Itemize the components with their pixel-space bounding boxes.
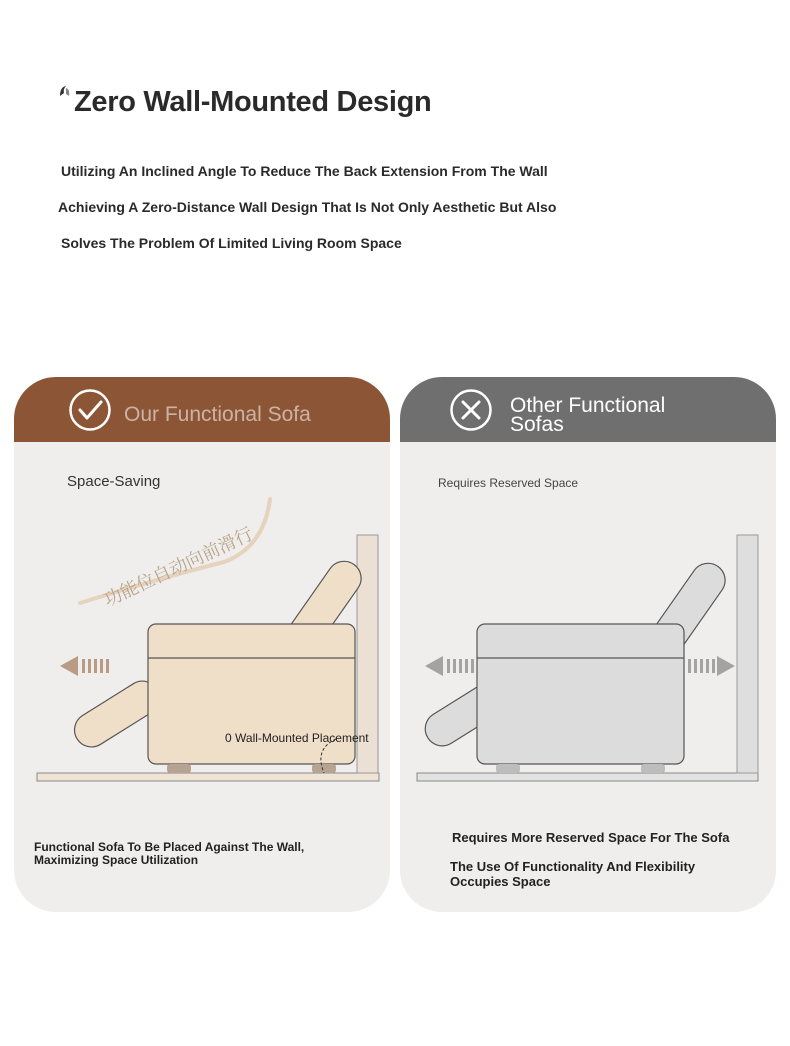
our-sofa-illustration <box>14 377 390 912</box>
other-sofa-card <box>400 377 776 912</box>
other-sofa-bottom-line-2: The Use Of Functionality And Flexibility Occupies Space <box>450 859 696 889</box>
left-arrow-icon <box>425 656 443 676</box>
description-line-1: Utilizing An Inclined Angle To Reduce The Back Extension From The Wall <box>61 163 548 179</box>
description-line-3: Solves The Problem Of Limited Living Room Space <box>61 235 402 251</box>
our-sofa-bottom-text: Functional Sofa To Be Placed Against The Wall, Maximizing Space Utilization <box>34 840 305 867</box>
description-line-2: Achieving A Zero-Distance Wall Design That Is Not Only Aesthetic But Also <box>58 199 557 215</box>
our-sofa-label: Space-Saving <box>67 473 161 490</box>
our-sofa-title: Our Functional Sofa <box>124 403 311 426</box>
our-sofa-card <box>14 377 390 912</box>
other-sofa-title: Other Functional Sofas <box>510 394 666 436</box>
our-sofa-curve-text: 功能位自动向前滑行 <box>100 523 257 612</box>
other-sofa-label: Requires Reserved Space <box>438 476 579 490</box>
title-mark-icon <box>58 84 72 98</box>
right-arrow-icon <box>717 656 735 676</box>
zero-wall-placement-label: 0 Wall-Mounted Placement <box>225 731 369 745</box>
page-title: Zero Wall-Mounted Design <box>74 86 432 118</box>
other-sofa-bottom-line-1: Requires More Reserved Space For The Sofa <box>452 830 730 845</box>
slide-left-arrow-icon <box>60 656 78 676</box>
